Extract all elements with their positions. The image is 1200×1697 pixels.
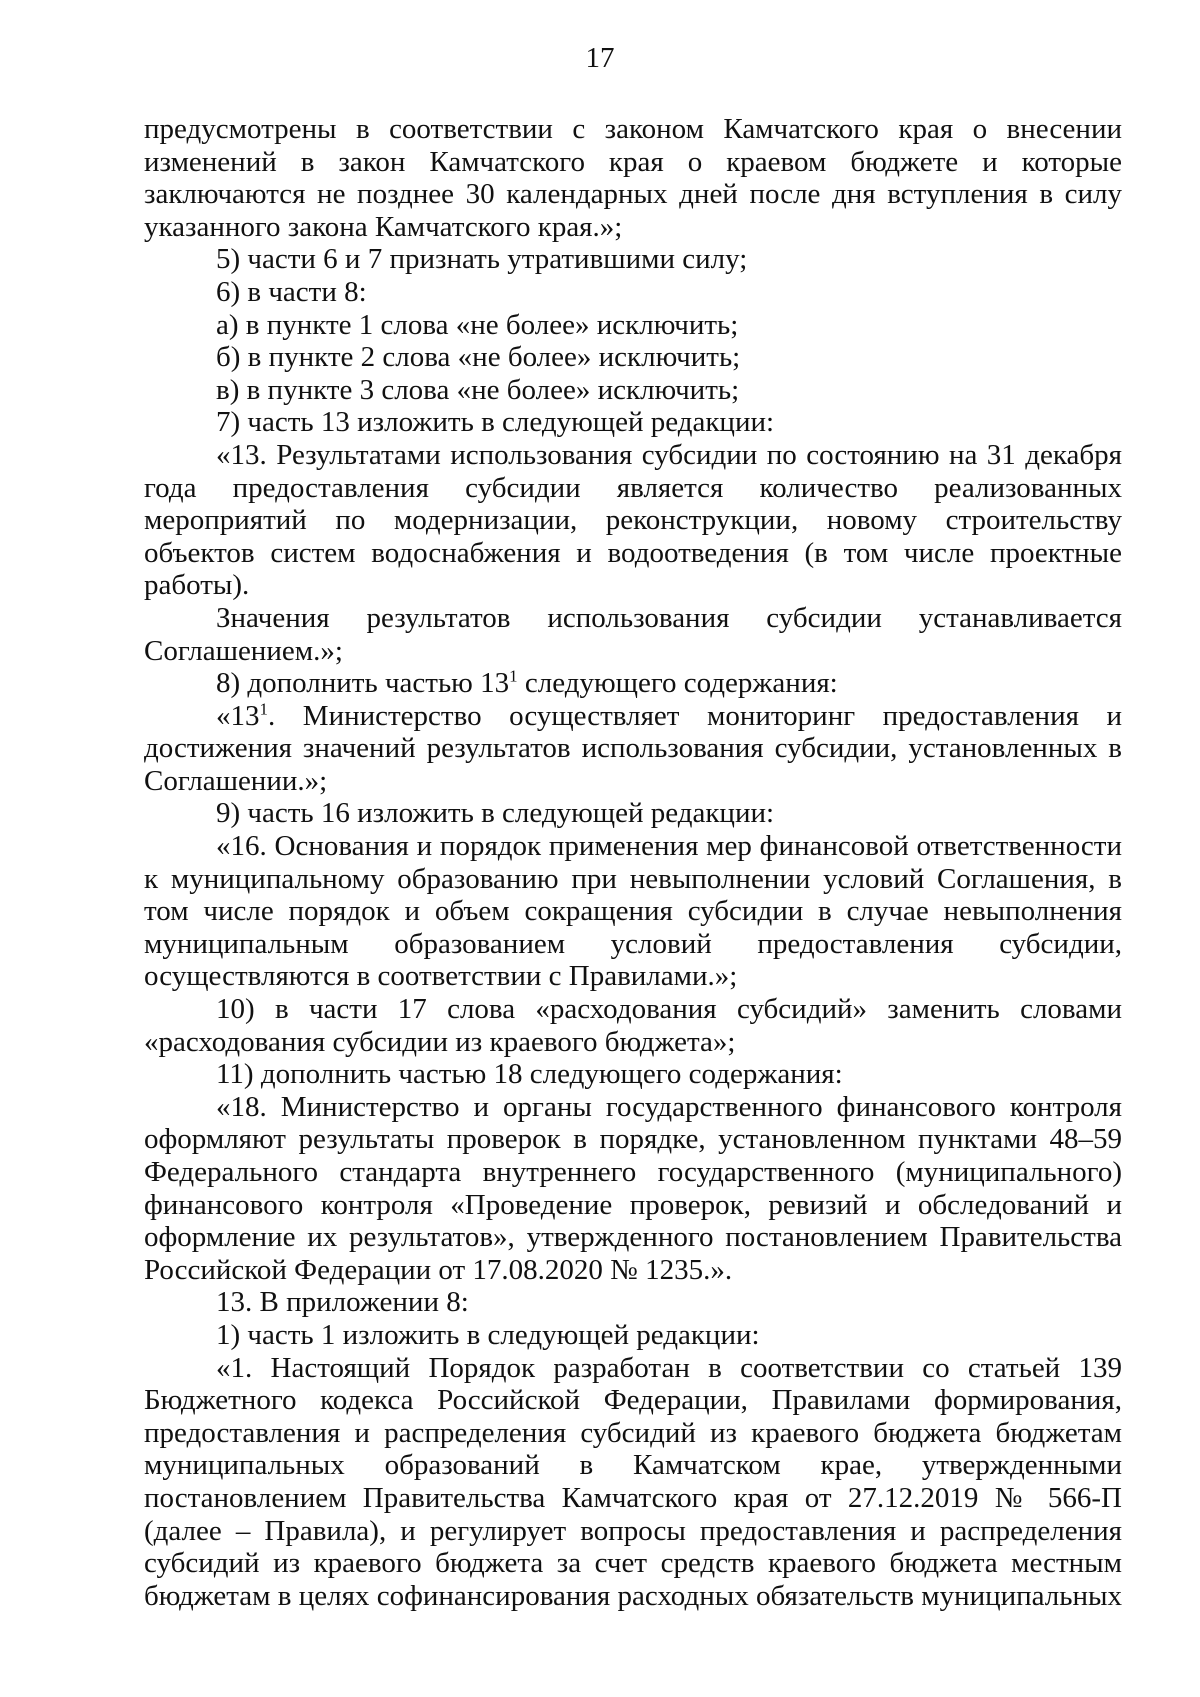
paragraph-subitem-v: в) в пункте 3 слова «не более» исключить; (216, 373, 740, 406)
paragraph-item-5: 5) части 6 и 7 признать утратившими силу; (216, 243, 748, 276)
superscript-1: 1 (509, 666, 518, 686)
paragraph-part-13-1-before: «13 (216, 699, 260, 732)
paragraph-item-8-before: 8) дополнить частью 13 (216, 667, 510, 700)
paragraph-part-16: «16. Основания и порядок применения мер финансовой ответственности к муниципальному образованию при невыполнении условий Соглашения, в том числе порядок и объем сокращения субсидии в случае невыполнения муниципальным образованием условий предоставления субсидии, осуществляются в соответствии с Правилами.»; (144, 830, 1122, 993)
page-number: 17 (585, 42, 615, 74)
paragraph-subitem-b: б) в пункте 2 слова «не более» исключить; (216, 341, 741, 374)
paragraph-item-8-after: следующего содержания: (517, 667, 838, 700)
paragraph-item-7: 7) часть 13 изложить в следующей редакции: (216, 406, 775, 439)
paragraph-part-1: «1. Настоящий Порядок разработан в соответствии со статьей 139 Бюджетного кодекса Российской Федерации, Правилами формирования, предоставления и распределения субсидий из краевого бюджета бюджетам муниципальных образований в Камчатском крае, утвержденными постановлением Правительства Камчатского края от 27.12.2019 № 566-П (далее – Правила), и регулирует вопросы предоставления и распределения субсидий из краевого бюджета за счет средств краевого бюджета местным бюджетам в целях софинансирования расходных обязательств муниципальных (144, 1351, 1122, 1612)
paragraph-item-1: 1) часть 1 изложить в следующей редакции: (216, 1318, 760, 1351)
document-body (144, 113, 1122, 1612)
paragraph-continuation: предусмотрены в соответствии с законом Камчатского края о внесении изменений в закон Камчатского края о краевом бюджете и которые заключаются не позднее 30 календарных дней после дня вступления в силу указанного закона Камчатского края.»; (144, 113, 1122, 243)
paragraph-part-13-1-after: . Министерство осуществляет мониторинг предоставления и достижения значений результатов использования субсидии, установленных в Соглашении.»; (144, 699, 1122, 797)
paragraph-part-13: «13. Результатами использования субсидии по состоянию на 31 декабря года предоставления субсидии является количество реализованных мероприятий по модернизации, реконструкции, новому строительству объектов систем водоснабжения и водоотведения (в том числе проектные работы). (144, 438, 1122, 602)
superscript-1: 1 (259, 699, 268, 719)
paragraph-part-13-1 (144, 700, 1122, 798)
paragraph-section-13: 13. В приложении 8: (216, 1286, 469, 1319)
paragraph-item-8 (144, 667, 1122, 700)
paragraph-part-18: «18. Министерство и органы государственного финансового контроля оформляют результаты проверок в порядке, установленном пунктами 48–59 Федерального стандарта внутреннего государственного (муниципального) финансового контроля «Проведение проверок, ревизий и обследований и оформление их результатов», утвержденного постановлением Правительства Российской Федерации от 17.08.2020 № 1235.». (144, 1090, 1122, 1286)
paragraph-item-6: 6) в части 8: (216, 275, 367, 308)
paragraph-item-10: 10) в части 17 слова «расходования субсидий» заменить словами «расходования субсидии из краевого бюджета»; (144, 993, 1122, 1058)
paragraph-subitem-a: а) в пункте 1 слова «не более» исключить; (216, 308, 739, 341)
paragraph-item-9: 9) часть 16 изложить в следующей редакции: (216, 797, 775, 830)
paragraph-part-13-values: Значения результатов использования субсидии устанавливается Соглашением.»; (144, 601, 1122, 667)
paragraph-item-11: 11) дополнить частью 18 следующего содержания: (216, 1058, 843, 1091)
